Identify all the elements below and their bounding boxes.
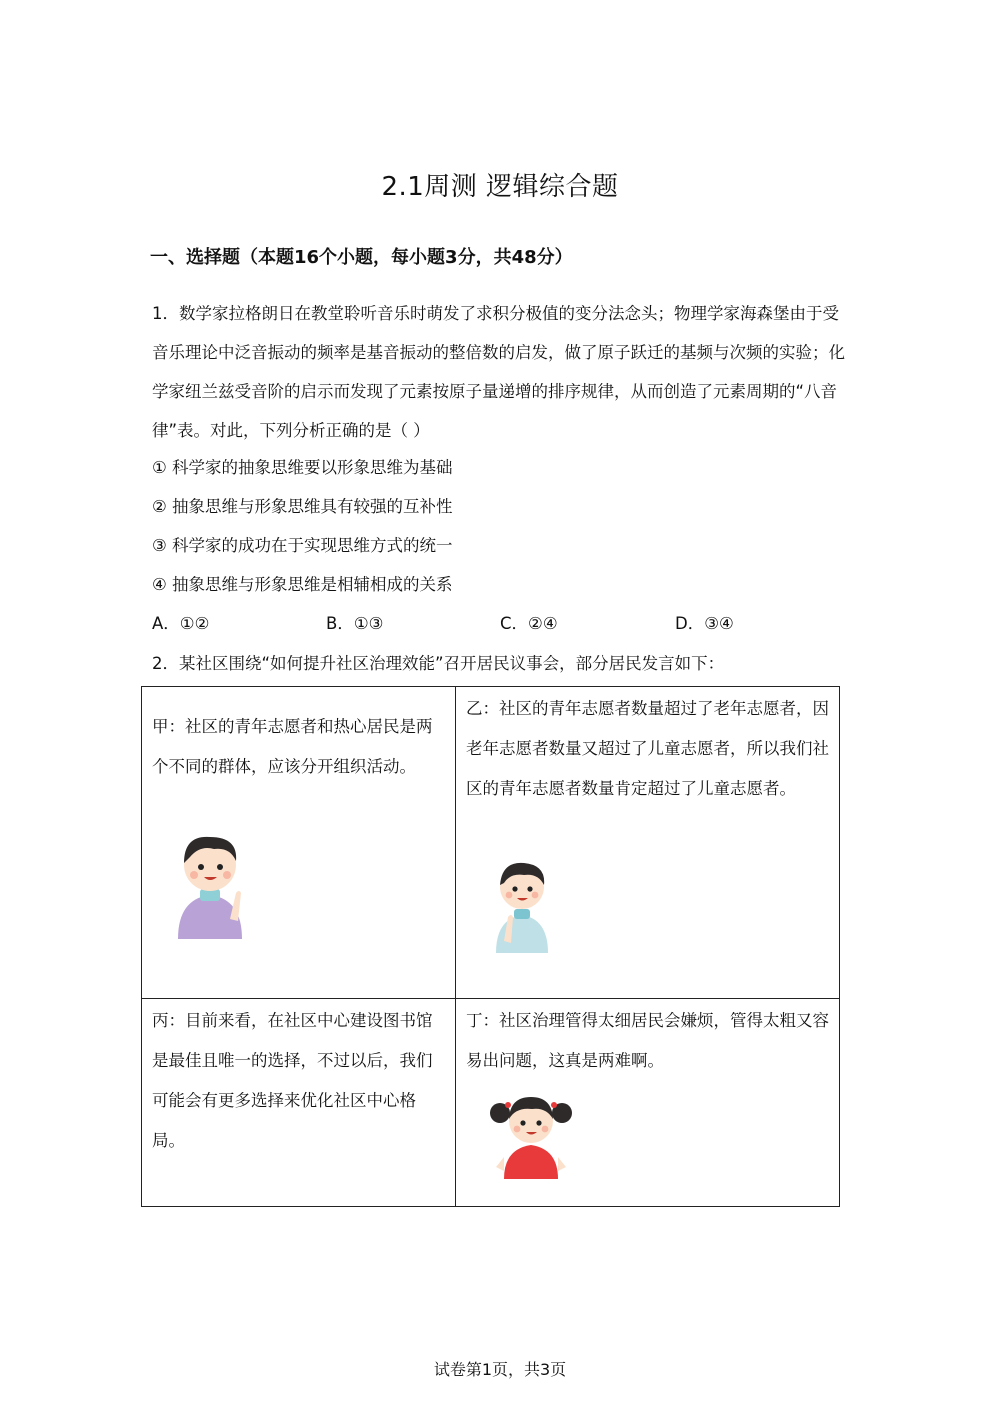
question-1-stem: 1．数学家拉格朗日在教堂聆听音乐时萌发了求积分极值的变分法念头；物理学家海森堡由于受音乐理论中泛音振动的频率是基音振动的整倍数的启发，做了原子跃迁的基频与次频的实验；化学家纽兰兹受音阶的启示而发现了元素按原子量递增的排序规律，从而创造了元素周期的“八音律”表。对此，下列分析正确的是（ ） <box>152 304 845 440</box>
girl-illustration <box>486 1087 576 1179</box>
cell-ding <box>456 999 840 1207</box>
statement-4: ④ 抽象思维与形象思维是相辅相成的关系 <box>152 575 453 594</box>
choice-a[interactable]: A．①② <box>152 614 210 633</box>
choice-c[interactable]: C．②④ <box>500 614 558 633</box>
boy-thinking-illustration <box>490 855 554 953</box>
boy-pointing-illustration <box>170 827 250 939</box>
question-2-stem: 2．某社区围绕“如何提升社区治理效能”召开居民议事会，部分居民发言如下： <box>152 654 725 673</box>
cell-bing-text: 丙：目前来看，在社区中心建设图书馆是最佳且唯一的选择，不过以后，我们可能会有更多选择来优化社区中心格局。 <box>152 1011 433 1150</box>
cell-jia <box>142 687 456 999</box>
choice-b[interactable]: B．①③ <box>326 614 384 633</box>
statement-1: ① 科学家的抽象思维要以形象思维为基础 <box>152 458 453 477</box>
statement-2: ② 抽象思维与形象思维具有较强的互补性 <box>152 497 453 516</box>
speech-table <box>141 686 840 1207</box>
cell-yi-text: 乙：社区的青年志愿者数量超过了老年志愿者，因老年志愿者数量又超过了儿童志愿者，所以我们社区的青年志愿者数量肯定超过了儿童志愿者。 <box>466 699 829 798</box>
cell-jia-text: 甲：社区的青年志愿者和热心居民是两个不同的群体，应该分开组织活动。 <box>152 717 433 776</box>
cell-yi <box>456 687 840 999</box>
cell-ding-text: 丁：社区治理管得太细居民会嫌烦，管得太粗又容易出问题，这真是两难啊。 <box>466 1011 829 1070</box>
section-heading: 一、选择题（本题16个小题，每小题3分，共48分） <box>150 247 573 268</box>
statement-3: ③ 科学家的成功在于实现思维方式的统一 <box>152 536 453 555</box>
page-title: 2.1周测 逻辑综合题 <box>381 172 619 202</box>
page-footer: 试卷第1页，共3页 <box>433 1360 567 1379</box>
choice-d[interactable]: D．③④ <box>675 614 734 633</box>
cell-bing <box>142 999 456 1207</box>
